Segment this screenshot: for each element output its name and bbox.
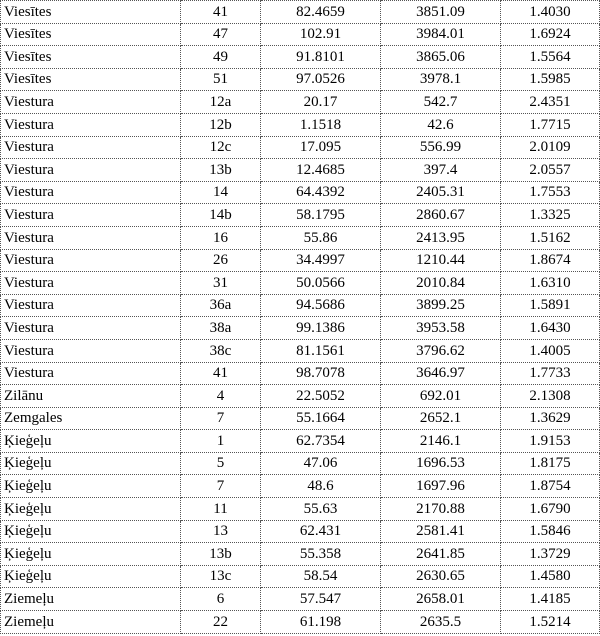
value-a-cell: 91.8101 (261, 46, 381, 69)
value-b-cell: 3796.62 (381, 339, 501, 362)
street-cell: Ķieģeļu (1, 565, 181, 588)
value-a-cell: 58.54 (261, 565, 381, 588)
value-b-cell: 2405.31 (381, 181, 501, 204)
value-b-cell: 2641.85 (381, 543, 501, 566)
value-c-cell: 1.5985 (501, 68, 600, 91)
street-cell: Ķieģeļu (1, 520, 181, 543)
table-row (1, 91, 600, 114)
value-c-cell: 1.3629 (501, 407, 600, 430)
table-row (1, 498, 600, 521)
value-b-cell: 397.4 (381, 159, 501, 182)
value-a-cell: 82.4659 (261, 1, 381, 24)
house-number-cell: 22 (181, 611, 261, 634)
value-a-cell: 55.358 (261, 543, 381, 566)
value-a-cell: 17.095 (261, 136, 381, 159)
table-row (1, 294, 600, 317)
value-a-cell: 1.1518 (261, 113, 381, 136)
house-number-cell: 4 (181, 385, 261, 408)
value-c-cell: 1.8674 (501, 249, 600, 272)
value-c-cell: 1.8175 (501, 452, 600, 475)
value-c-cell: 1.6790 (501, 498, 600, 521)
value-a-cell: 22.5052 (261, 385, 381, 408)
table-row (1, 204, 600, 227)
house-number-cell: 5 (181, 452, 261, 475)
street-cell: Viestura (1, 249, 181, 272)
house-number-cell: 6 (181, 588, 261, 611)
house-number-cell: 1 (181, 430, 261, 453)
table-row (1, 543, 600, 566)
value-b-cell: 42.6 (381, 113, 501, 136)
value-b-cell: 2652.1 (381, 407, 501, 430)
value-a-cell: 50.0566 (261, 272, 381, 295)
value-a-cell: 55.1664 (261, 407, 381, 430)
value-c-cell: 1.5564 (501, 46, 600, 69)
street-cell: Ķieģeļu (1, 430, 181, 453)
street-cell: Viestura (1, 136, 181, 159)
value-a-cell: 94.5686 (261, 294, 381, 317)
house-number-cell: 41 (181, 1, 261, 24)
value-b-cell: 3851.09 (381, 1, 501, 24)
value-c-cell: 1.4005 (501, 339, 600, 362)
value-c-cell: 1.6310 (501, 272, 600, 295)
value-a-cell: 57.547 (261, 588, 381, 611)
value-a-cell: 34.4997 (261, 249, 381, 272)
value-b-cell: 2170.88 (381, 498, 501, 521)
value-a-cell: 98.7078 (261, 362, 381, 385)
value-b-cell: 2860.67 (381, 204, 501, 227)
house-number-cell: 7 (181, 407, 261, 430)
table-row (1, 136, 600, 159)
value-c-cell: 1.4030 (501, 1, 600, 24)
house-number-cell: 7 (181, 475, 261, 498)
street-cell: Viesītes (1, 68, 181, 91)
table-row (1, 385, 600, 408)
value-c-cell: 1.3729 (501, 543, 600, 566)
house-number-cell: 38a (181, 317, 261, 340)
table-row (1, 317, 600, 340)
table-row (1, 181, 600, 204)
street-cell: Viestura (1, 113, 181, 136)
value-b-cell: 692.01 (381, 385, 501, 408)
house-number-cell: 12b (181, 113, 261, 136)
house-number-cell: 47 (181, 23, 261, 46)
house-number-cell: 14 (181, 181, 261, 204)
house-number-cell: 12a (181, 91, 261, 114)
street-cell: Viesītes (1, 1, 181, 24)
value-a-cell: 48.6 (261, 475, 381, 498)
value-b-cell: 2413.95 (381, 226, 501, 249)
table-row (1, 1, 600, 24)
street-cell: Ķieģeļu (1, 475, 181, 498)
table-body (1, 1, 600, 634)
value-b-cell: 3646.97 (381, 362, 501, 385)
house-number-cell: 13 (181, 520, 261, 543)
table-row (1, 113, 600, 136)
value-c-cell: 1.6430 (501, 317, 600, 340)
table-row (1, 272, 600, 295)
street-cell: Ziemeļu (1, 611, 181, 634)
street-cell: Viestura (1, 204, 181, 227)
value-b-cell: 2010.84 (381, 272, 501, 295)
value-a-cell: 62.7354 (261, 430, 381, 453)
house-number-cell: 13b (181, 159, 261, 182)
street-cell: Viestura (1, 362, 181, 385)
street-cell: Zemgales (1, 407, 181, 430)
house-number-cell: 36a (181, 294, 261, 317)
value-a-cell: 55.63 (261, 498, 381, 521)
house-number-cell: 16 (181, 226, 261, 249)
table-row (1, 226, 600, 249)
value-a-cell: 12.4685 (261, 159, 381, 182)
house-number-cell: 49 (181, 46, 261, 69)
street-cell: Zilānu (1, 385, 181, 408)
street-cell: Viestura (1, 159, 181, 182)
table-row (1, 588, 600, 611)
value-b-cell: 2635.5 (381, 611, 501, 634)
table-row (1, 46, 600, 69)
value-a-cell: 64.4392 (261, 181, 381, 204)
value-b-cell: 2581.41 (381, 520, 501, 543)
street-cell: Ziemeļu (1, 588, 181, 611)
street-cell: Viestura (1, 272, 181, 295)
street-cell: Viestura (1, 339, 181, 362)
street-cell: Viesītes (1, 23, 181, 46)
value-c-cell: 1.4185 (501, 588, 600, 611)
value-a-cell: 99.1386 (261, 317, 381, 340)
house-number-cell: 13b (181, 543, 261, 566)
table-row (1, 249, 600, 272)
house-number-cell: 41 (181, 362, 261, 385)
table-row (1, 407, 600, 430)
value-a-cell: 58.1795 (261, 204, 381, 227)
value-b-cell: 3984.01 (381, 23, 501, 46)
table-row (1, 611, 600, 634)
street-cell: Viestura (1, 317, 181, 340)
street-cell: Viestura (1, 226, 181, 249)
value-a-cell: 55.86 (261, 226, 381, 249)
value-c-cell: 1.7553 (501, 181, 600, 204)
value-c-cell: 1.7715 (501, 113, 600, 136)
value-b-cell: 556.99 (381, 136, 501, 159)
value-b-cell: 2630.65 (381, 565, 501, 588)
value-b-cell: 3953.58 (381, 317, 501, 340)
street-cell: Viestura (1, 91, 181, 114)
value-b-cell: 2146.1 (381, 430, 501, 453)
value-c-cell: 1.4580 (501, 565, 600, 588)
table-row (1, 68, 600, 91)
house-number-cell: 14b (181, 204, 261, 227)
value-a-cell: 20.17 (261, 91, 381, 114)
value-a-cell: 81.1561 (261, 339, 381, 362)
value-a-cell: 61.198 (261, 611, 381, 634)
table-row (1, 23, 600, 46)
value-c-cell: 2.4351 (501, 91, 600, 114)
table-row (1, 565, 600, 588)
value-c-cell: 2.1308 (501, 385, 600, 408)
value-a-cell: 62.431 (261, 520, 381, 543)
value-c-cell: 1.5891 (501, 294, 600, 317)
value-b-cell: 1210.44 (381, 249, 501, 272)
value-c-cell: 1.5846 (501, 520, 600, 543)
house-number-cell: 12c (181, 136, 261, 159)
house-number-cell: 13c (181, 565, 261, 588)
street-cell: Ķieģeļu (1, 452, 181, 475)
value-c-cell: 1.8754 (501, 475, 600, 498)
house-number-cell: 11 (181, 498, 261, 521)
table-row (1, 159, 600, 182)
table-row (1, 475, 600, 498)
value-b-cell: 542.7 (381, 91, 501, 114)
table-row (1, 452, 600, 475)
table-row (1, 430, 600, 453)
house-number-cell: 31 (181, 272, 261, 295)
value-c-cell: 1.5214 (501, 611, 600, 634)
value-b-cell: 3899.25 (381, 294, 501, 317)
house-number-cell: 51 (181, 68, 261, 91)
value-b-cell: 3978.1 (381, 68, 501, 91)
street-cell: Ķieģeļu (1, 498, 181, 521)
value-c-cell: 1.6924 (501, 23, 600, 46)
value-c-cell: 1.9153 (501, 430, 600, 453)
value-b-cell: 1697.96 (381, 475, 501, 498)
value-a-cell: 47.06 (261, 452, 381, 475)
street-cell: Viesītes (1, 46, 181, 69)
street-cell: Viestura (1, 294, 181, 317)
value-c-cell: 1.5162 (501, 226, 600, 249)
value-c-cell: 2.0109 (501, 136, 600, 159)
house-number-cell: 38c (181, 339, 261, 362)
table-row (1, 520, 600, 543)
street-cell: Ķieģeļu (1, 543, 181, 566)
table-row (1, 339, 600, 362)
value-b-cell: 3865.06 (381, 46, 501, 69)
value-a-cell: 102.91 (261, 23, 381, 46)
table-row (1, 362, 600, 385)
value-c-cell: 1.3325 (501, 204, 600, 227)
value-b-cell: 2658.01 (381, 588, 501, 611)
value-c-cell: 1.7733 (501, 362, 600, 385)
value-a-cell: 97.0526 (261, 68, 381, 91)
house-number-cell: 26 (181, 249, 261, 272)
value-c-cell: 2.0557 (501, 159, 600, 182)
street-cell: Viestura (1, 181, 181, 204)
value-b-cell: 1696.53 (381, 452, 501, 475)
